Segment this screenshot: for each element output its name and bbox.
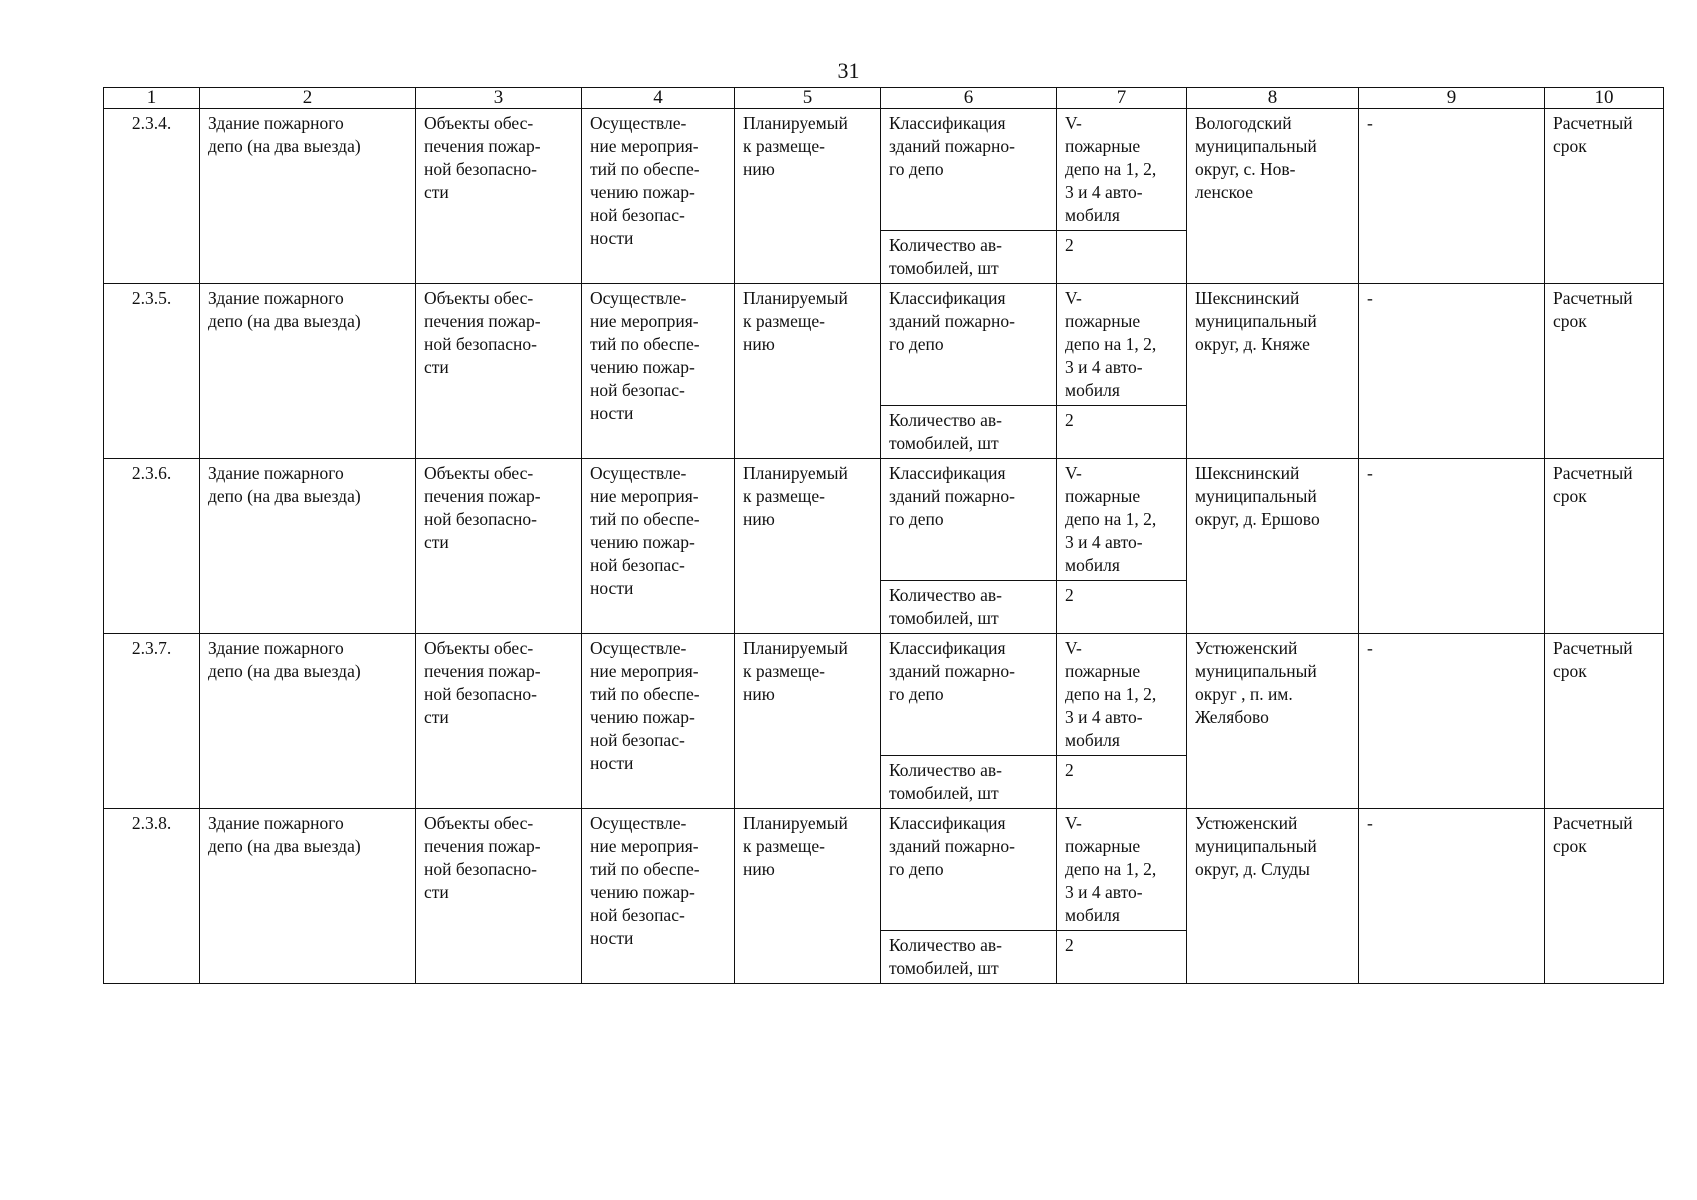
zone-cell: -: [1359, 284, 1545, 459]
characteristic-label: Классификация зданий пожарно- го депо: [881, 109, 1057, 231]
placement-basis: Осуществле- ние мероприя- тий по обеспе- чению пожар- ной безопас- ности: [582, 459, 735, 634]
object-location: Устюженский муниципальный округ, д. Слуды: [1187, 809, 1359, 984]
object-location: Устюженский муниципальный округ , п. им. Желябово: [1187, 634, 1359, 809]
object-purpose: Объекты обес- печения пожар- ной безопасно- сти: [416, 809, 582, 984]
item-number: 2.3.4.: [104, 109, 200, 284]
col-header: 2: [200, 88, 416, 109]
col-header: 4: [582, 88, 735, 109]
item-number: 2.3.5.: [104, 284, 200, 459]
characteristic-label: Количество ав- томобилей, шт: [881, 406, 1057, 459]
planning-table: [103, 87, 1664, 984]
object-name: Здание пожарного депо (на два выезда): [200, 634, 416, 809]
col-header: 5: [735, 88, 881, 109]
table-row: [104, 809, 1664, 931]
item-number: 2.3.6.: [104, 459, 200, 634]
object-status: Планируемый к размеще- нию: [735, 809, 881, 984]
zone-cell: -: [1359, 459, 1545, 634]
characteristic-label: Количество ав- томобилей, шт: [881, 581, 1057, 634]
col-header: 9: [1359, 88, 1545, 109]
page-number: 31: [837, 58, 860, 83]
item-number: 2.3.8.: [104, 809, 200, 984]
implementation-term: Расчетный срок: [1545, 459, 1664, 634]
col-header: 8: [1187, 88, 1359, 109]
object-purpose: Объекты обес- печения пожар- ной безопасно- сти: [416, 634, 582, 809]
characteristic-label: Количество ав- томобилей, шт: [881, 931, 1057, 984]
implementation-term: Расчетный срок: [1545, 109, 1664, 284]
implementation-term: Расчетный срок: [1545, 634, 1664, 809]
characteristic-label: Классификация зданий пожарно- го депо: [881, 809, 1057, 931]
object-purpose: Объекты обес- печения пожар- ной безопасно- сти: [416, 109, 582, 284]
col-header: 1: [104, 88, 200, 109]
object-name: Здание пожарного депо (на два выезда): [200, 809, 416, 984]
header-row: [104, 88, 1664, 109]
object-purpose: Объекты обес- печения пожар- ной безопасно- сти: [416, 284, 582, 459]
placement-basis: Осуществле- ние мероприя- тий по обеспе- чению пожар- ной безопас- ности: [582, 634, 735, 809]
placement-basis: Осуществле- ние мероприя- тий по обеспе- чению пожар- ной безопас- ности: [582, 109, 735, 284]
object-status: Планируемый к размеще- нию: [735, 109, 881, 284]
object-location: Вологодский муниципальный округ, с. Нов- ленское: [1187, 109, 1359, 284]
characteristic-value: V- пожарные депо на 1, 2, 3 и 4 авто- мобиля: [1057, 459, 1187, 581]
object-name: Здание пожарного депо (на два выезда): [200, 109, 416, 284]
object-status: Планируемый к размеще- нию: [735, 459, 881, 634]
characteristic-value: V- пожарные депо на 1, 2, 3 и 4 авто- мобиля: [1057, 634, 1187, 756]
table-row: [104, 109, 1664, 231]
zone-cell: -: [1359, 109, 1545, 284]
object-location: Шекснинский муниципальный округ, д. Ершово: [1187, 459, 1359, 634]
implementation-term: Расчетный срок: [1545, 284, 1664, 459]
object-status: Планируемый к размеще- нию: [735, 634, 881, 809]
characteristic-label: Классификация зданий пожарно- го депо: [881, 459, 1057, 581]
characteristic-value: 2: [1057, 231, 1187, 284]
zone-cell: -: [1359, 634, 1545, 809]
characteristic-value: 2: [1057, 581, 1187, 634]
characteristic-label: Классификация зданий пожарно- го депо: [881, 284, 1057, 406]
characteristic-value: V- пожарные депо на 1, 2, 3 и 4 авто- мобиля: [1057, 109, 1187, 231]
object-name: Здание пожарного депо (на два выезда): [200, 459, 416, 634]
placement-basis: Осуществле- ние мероприя- тий по обеспе- чению пожар- ной безопас- ности: [582, 809, 735, 984]
characteristic-label: Количество ав- томобилей, шт: [881, 231, 1057, 284]
characteristic-label: Классификация зданий пожарно- го депо: [881, 634, 1057, 756]
table-row: [104, 459, 1664, 581]
table-row: [104, 284, 1664, 406]
object-name: Здание пожарного депо (на два выезда): [200, 284, 416, 459]
zone-cell: -: [1359, 809, 1545, 984]
characteristic-value: 2: [1057, 756, 1187, 809]
object-purpose: Объекты обес- печения пожар- ной безопасно- сти: [416, 459, 582, 634]
implementation-term: Расчетный срок: [1545, 809, 1664, 984]
object-status: Планируемый к размеще- нию: [735, 284, 881, 459]
characteristic-value: 2: [1057, 406, 1187, 459]
characteristic-value: V- пожарные депо на 1, 2, 3 и 4 авто- мобиля: [1057, 284, 1187, 406]
table-row: [104, 634, 1664, 756]
placement-basis: Осуществле- ние мероприя- тий по обеспе- чению пожар- ной безопас- ности: [582, 284, 735, 459]
characteristic-label: Количество ав- томобилей, шт: [881, 756, 1057, 809]
col-header: 10: [1545, 88, 1664, 109]
col-header: 3: [416, 88, 582, 109]
col-header: 6: [881, 88, 1057, 109]
item-number: 2.3.7.: [104, 634, 200, 809]
object-location: Шекснинский муниципальный округ, д. Княже: [1187, 284, 1359, 459]
characteristic-value: V- пожарные депо на 1, 2, 3 и 4 авто- мобиля: [1057, 809, 1187, 931]
characteristic-value: 2: [1057, 931, 1187, 984]
col-header: 7: [1057, 88, 1187, 109]
